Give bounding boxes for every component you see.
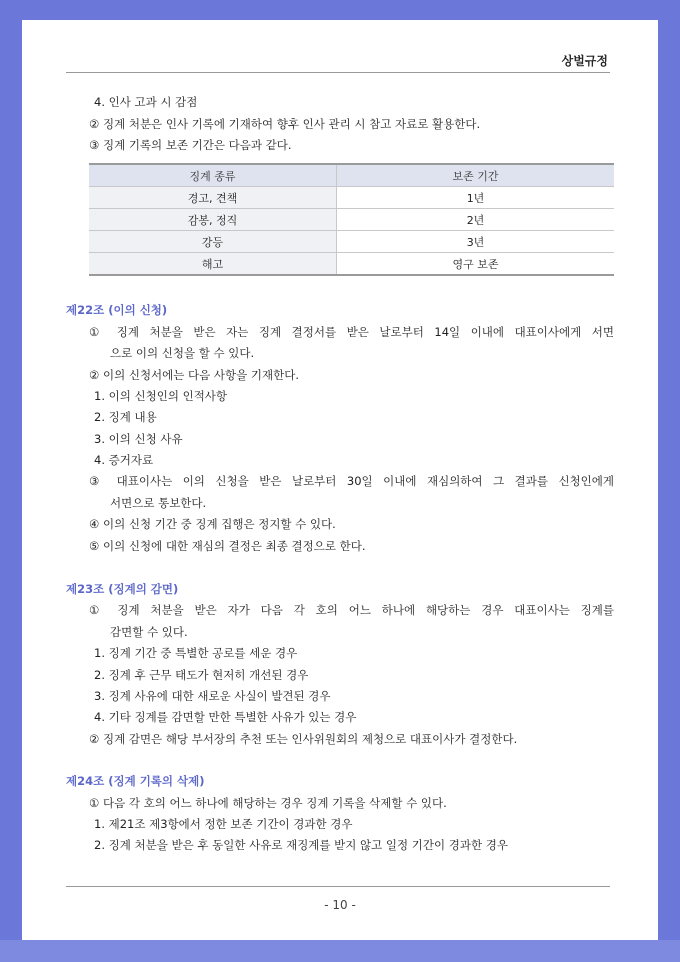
table-cell: 영구 보존 — [337, 253, 615, 276]
art23-item-2: 2. 징계 후 근무 태도가 현저히 개선된 경우 — [94, 668, 309, 682]
art22-item-4: 4. 증거자료 — [94, 453, 154, 467]
art22-para-1b: 으로 이의 신청을 할 수 있다. — [110, 346, 255, 360]
intro-line-3: ③ 징계 기록의 보존 기간은 다음과 같다. — [89, 138, 292, 152]
table-cell: 강등 — [89, 231, 337, 253]
table-header-type: 징계 종류 — [89, 164, 337, 187]
intro-line-2: ② 징계 처분은 인사 기록에 기재하여 향후 인사 관리 시 참고 자료로 활용한다. — [89, 117, 481, 131]
art24-item-1: 1. 제21조 제3항에서 정한 보존 기간이 경과한 경우 — [94, 817, 353, 831]
article-24-title: 제24조 (징계 기록의 삭제) — [66, 774, 205, 788]
art22-para-3b: 서면으로 통보한다. — [110, 496, 207, 510]
art23-para-2: ② 징계 감면은 해당 부서장의 추천 또는 인사위원회의 제청으로 대표이사가 결정한다. — [89, 732, 518, 746]
table-cell: 2년 — [337, 209, 615, 231]
article-22-title: 제22조 (이의 신청) — [66, 303, 168, 317]
art23-item-4: 4. 기타 징계를 감면할 만한 특별한 사유가 있는 경우 — [94, 710, 357, 724]
art22-item-3: 3. 이의 신청 사유 — [94, 432, 183, 446]
art23-item-3: 3. 징계 사유에 대한 새로운 사실이 발견된 경우 — [94, 689, 331, 703]
table-row — [89, 253, 614, 276]
header-title: 상벌규정 — [561, 54, 608, 68]
art23-item-1: 1. 징계 기간 중 특별한 공로를 세운 경우 — [94, 646, 298, 660]
table-cell: 감봉, 정직 — [89, 209, 337, 231]
retention-table — [89, 163, 614, 276]
table-cell: 1년 — [337, 187, 615, 209]
table-row — [89, 209, 614, 231]
intro-line-1: 4. 인사 고과 시 감점 — [94, 95, 198, 109]
table-row — [89, 231, 614, 253]
page-header — [66, 50, 610, 73]
table-header-period: 보존 기간 — [337, 164, 615, 187]
art22-para-3a: ③ 대표이사는 이의 신청을 받은 날로부터 30일 이내에 재심의하여 그 결과를 신청인에게 — [89, 474, 614, 488]
background-stripe — [0, 940, 680, 962]
art22-para-2: ② 이의 신청서에는 다음 사항을 기재한다. — [89, 368, 299, 382]
footer-divider — [66, 886, 610, 887]
table-header-row — [89, 164, 614, 187]
article-23-title: 제23조 (징계의 감면) — [66, 582, 179, 596]
table-cell: 경고, 견책 — [89, 187, 337, 209]
art23-para-1b: 감면할 수 있다. — [110, 625, 188, 639]
art22-para-5: ⑤ 이의 신청에 대한 재심의 결정은 최종 결정으로 한다. — [89, 539, 366, 553]
art24-item-2: 2. 징계 처분을 받은 후 동일한 사유로 재징계를 받지 않고 일정 기간이 경과한 경우 — [94, 838, 508, 852]
document-page — [22, 20, 658, 940]
art22-item-2: 2. 징계 내용 — [94, 410, 157, 424]
art23-para-1a: ① 징계 처분을 받은 자가 다음 각 호의 어느 하나에 해당하는 경우 대표이사는 징계를 — [89, 603, 614, 617]
table-cell: 3년 — [337, 231, 615, 253]
art22-para-1a: ① 징계 처분을 받은 자는 징계 결정서를 받은 날로부터 14일 이내에 대표이사에게 서면 — [89, 325, 614, 339]
table-row — [89, 187, 614, 209]
table-cell: 해고 — [89, 253, 337, 276]
page-number: - 10 - — [324, 898, 356, 912]
art22-item-1: 1. 이의 신청인의 인적사항 — [94, 389, 228, 403]
art24-para-1: ① 다음 각 호의 어느 하나에 해당하는 경우 징계 기록을 삭제할 수 있다. — [89, 796, 447, 810]
art22-para-4: ④ 이의 신청 기간 중 징계 집행은 정지할 수 있다. — [89, 517, 336, 531]
